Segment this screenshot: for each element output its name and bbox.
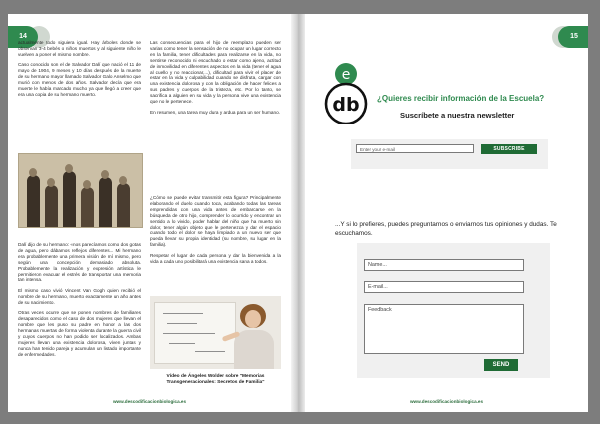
newsletter-email-input[interactable]: Enter your e-mail	[356, 144, 474, 153]
left-page	[8, 14, 291, 412]
paragraph: Otras veces ocurre que se ponen nombres de familiares desaparecidos como el caso de dos mujeres que llevan el nombre que les puso su padre en honor a las dos hermanas muertas de forma violenta durante la guerra civil y cuyos cuerpos no han podido ser localizados. Ambas mujeres llevan una existencia dolorosa, viven juntas y nunca han tenido pareja y acumulan un listado importante de enfermedades.	[18, 310, 141, 357]
email-input[interactable]: E-mail...	[364, 281, 524, 293]
column-b-bottom	[150, 195, 281, 269]
name-input[interactable]: Name...	[364, 259, 524, 271]
column-a-bottom	[18, 242, 141, 362]
subscribe-button[interactable]: SUBSCRIBE	[481, 144, 537, 154]
paragraph: Las consecuencias para el hijo de reemplazo pueden ser varias como tener la sensación de no ocupar un lugar correcto en la familia, tener dificultades para realizarse en la vida, no sentirse reconocido ni escuchado o estar como ajeno, actitud de inmovilidad en diferentes aspectos en la vida (tener el agua al cuello y no reaccionar,...), dificultad para vivir el placer de estar en la vida y culpabilidad cuando se disfruta, cargar con una existencia dolorosa y con la obligación de hacer felices a sus padres y cuerpos de la tristeza, etc. Por lo tanto, se sacrifica a alguien en su vida y la persona vive una existencia que no le pertenece.	[150, 40, 281, 105]
family-photo	[18, 153, 143, 228]
page-number-right: 15	[548, 26, 588, 48]
footer-url-left[interactable]: www.descodificacionbiologica.es	[112, 399, 187, 404]
feedback-textarea[interactable]: Feedback	[364, 304, 524, 354]
paragraph: En resumen, una tarea muy dura y ardua para un ser humano.	[150, 109, 281, 115]
paragraph: Dalí dijo de su hermano: «nos parecíamos como dos gotas de agua, pero dábamos reflejos diferentes... Mi hermano era probablemente una primera visión de mí mismo, pero según una concepción demasiado absoluta. Probablemente la realización y expresión artística le permitieron evacuar el estrés de transportar una memoria tan intensa.	[18, 242, 141, 283]
video-thumbnail[interactable]	[150, 296, 281, 369]
contact-text: ...Y si lo prefieres, puedes preguntarnos o enviarnos tus opiniones y dudas. Te escuchamos.	[335, 221, 557, 237]
column-a-top	[18, 40, 141, 102]
book-spine	[291, 14, 305, 412]
right-page	[305, 14, 588, 412]
feedback-form	[357, 243, 550, 378]
whiteboard	[154, 302, 236, 364]
school-logo	[322, 60, 370, 124]
column-b-top	[150, 40, 281, 120]
footer-url-right[interactable]: www.descodificacionbiologica.es	[409, 399, 484, 404]
logo-letter-top: e	[341, 67, 351, 83]
paragraph: El mismo caso vivió Vincent Van Gogh quien recibió el nombre de su hermano, muerto exactamente un año antes de su nacimiento.	[18, 287, 141, 305]
newsletter-title: ¿Quieres recibir información de la Escuela?	[377, 94, 545, 103]
send-button[interactable]: SEND	[484, 359, 518, 371]
logo-letters-bottom: db	[332, 94, 360, 116]
paragraph: Caso conocido son el de Salvador Dalí que nació el 11 de mayo de 1904, 9 meses y 10 días después de la muerte de su hermano mayor llamado Salvador Galo Anselmo que murió con menos de dos años. Salvador decía que era muerte le había marcado mucho ya que llegó a creer que era una copia de su hermano muerto.	[18, 62, 141, 97]
paragraph: Respetar el lugar de cada persona y dar la bienvenida a la vida a cada uno posibilitará una existencia sana a todos.	[150, 252, 281, 264]
paragraph: ¿Cómo se puede evitar transmitir esta figura? Principalmente elaborando el duelo cuando toca, acabando todas las tareas emprendidas con una vida antes de embarcarse en la búsqueda de otro hijo, comprender lo ocurrido y encontrar un sentido a lo vivido, poder hablar del niño que ha muerto sin dolor, tener algún objeto que le pertenezca y dar el espacio cuando todo el dolor se haya limpiado a un nuevo ser que pueda llevar su propia identidad (su nombre, su lugar en la familia).	[150, 195, 281, 248]
video-caption: Vídeo de Ángeles Wolder sobre "Memorias Transgeneracionales: Secretos de Familia"	[166, 374, 265, 385]
newsletter-form	[351, 139, 548, 169]
newsletter-subtitle: Suscríbete a nuestra newsletter	[400, 111, 515, 120]
paragraph: actualmente todo siguiera igual. Hay árboles donde se observan 3-4 bebés o niños muertos y al siguiente niño le vuelven a poner el mismo nombre.	[18, 40, 141, 57]
page-number-left: 14	[8, 26, 44, 48]
